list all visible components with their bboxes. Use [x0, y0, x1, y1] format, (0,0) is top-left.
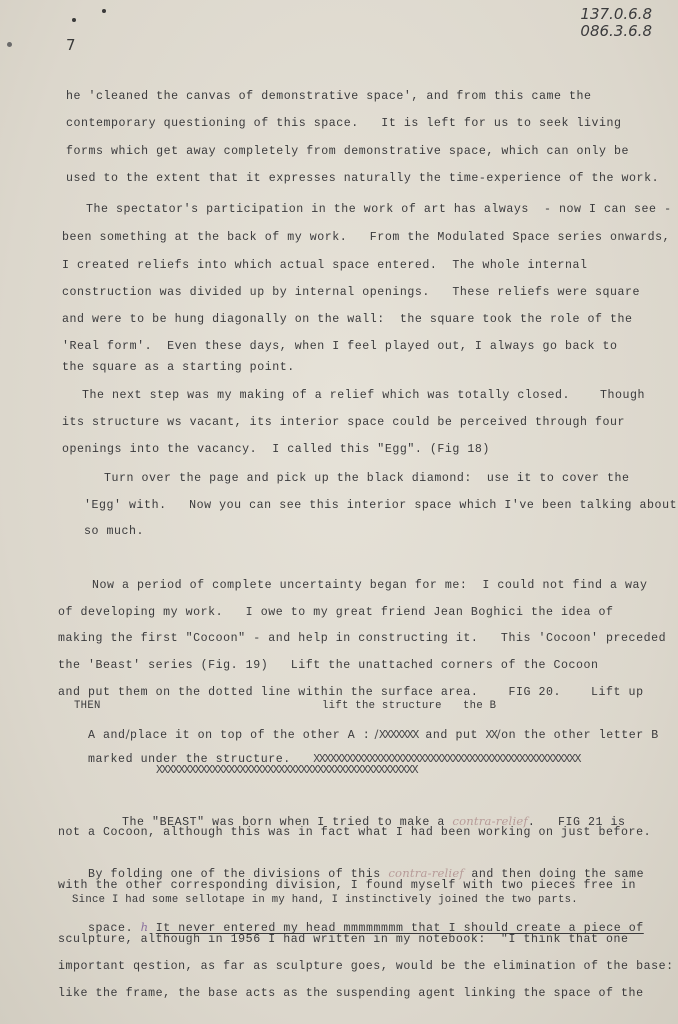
text-fragment: . FIG 21 is	[527, 816, 626, 829]
handwritten-annotation: contra-relief	[388, 866, 464, 880]
struck-out-text: XX	[485, 729, 497, 742]
handwritten-annotation: h	[140, 920, 149, 934]
insertion-mark: /	[125, 727, 131, 741]
catalog-number	[580, 6, 652, 40]
text-fragment: By folding one of the divisions of this	[88, 868, 381, 881]
ink-speck	[72, 18, 76, 22]
text-line: the 'Beast' series (Fig. 19) Lift the unattached corners of the Cocoon	[58, 659, 599, 672]
text-fragment: and then doing the same	[471, 868, 645, 881]
text-line: been something at the back of my work. From the Modulated Space series onwards,	[62, 231, 671, 244]
struck-out-text: XXXXXXXXXXXXXXXXXXXXXXXXXXXXXXXXXXXXXXXXXXXXXXXX	[313, 753, 581, 766]
text-fragment: marked under the structure.	[88, 753, 291, 766]
text-fragment: and put	[425, 729, 478, 742]
text-line: its structure ws vacant, its interior space could be perceived through four	[62, 416, 626, 429]
text-fragment: space.	[88, 922, 134, 935]
text-line: Now a period of complete uncertainty began for me: I could not find a way	[92, 579, 648, 592]
text-line: forms which get away completely from demonstrative space, which can only be	[66, 145, 630, 158]
text-fragment: The "BEAST" was born when I tried to make a	[122, 816, 445, 829]
text-line: with the other corresponding division, I found myself with two pieces free in	[58, 879, 637, 892]
text-line: 'Egg' with. Now you can see this interior space which I've been talking about	[84, 499, 678, 512]
insertion-mark: /	[496, 727, 502, 741]
insertion-mark: /	[370, 727, 379, 741]
text-line: not a Cocoon, although this was in fact what I had been working on just before.	[58, 826, 652, 839]
text-line: The next step was my making of a relief which was totally closed. Though	[82, 389, 646, 402]
text-line: and put them on the dotted line within the surface area. FIG 20. Lift up	[58, 686, 644, 699]
underlined-text: It never entered my head mmmmmmmm that I should create a piece of	[155, 922, 644, 935]
text-line: construction was divided up by internal openings. These reliefs were square	[62, 286, 641, 299]
handwritten-annotation: contra-relief	[452, 814, 528, 828]
inserted-text-line: Since I had some sellotape in my hand, I instinctively joined the two parts.	[72, 894, 578, 906]
text-line: sculpture, although in 1956 I had written in my notebook: "I think that one	[58, 933, 629, 946]
page-number: 7	[66, 36, 76, 54]
text-line: I created reliefs into which actual space entered. The whole internal	[62, 259, 588, 272]
text-line: like the frame, the base acts as the suspending agent linking the space of the	[58, 987, 644, 1000]
text-line: The spectator's participation in the work of art has always - now I can see -	[86, 203, 672, 216]
ink-speck	[102, 9, 106, 13]
text-line: contemporary questioning of this space. It is left for us to seek living	[66, 117, 622, 130]
text-fragment: A and	[88, 729, 126, 742]
insertion-then: THEN	[74, 700, 101, 712]
text-line: openings into the vacancy. I called this "Egg". (Fig 18)	[62, 443, 490, 456]
text-line: the square as a starting point.	[62, 361, 295, 374]
text-line: so much.	[84, 525, 145, 538]
ink-speck	[7, 42, 12, 47]
text-line: he 'cleaned the canvas of demonstrative space', and from this came the	[66, 90, 592, 103]
text-fragment: on the other letter B	[501, 729, 659, 742]
text-fragment: place it on top of the other A :	[130, 729, 371, 742]
text-line: Turn over the page and pick up the black diamond: use it to cover the	[104, 472, 630, 485]
text-line: important qestion, as far as sculpture goes, would be the elimination of the base:	[58, 960, 674, 973]
text-line: making the first "Cocoon" - and help in constructing it. This 'Cocoon' preceded	[58, 632, 667, 645]
insertion-lift-structure: lift the structure	[322, 700, 442, 712]
text-line: used to the extent that it expresses naturally the time-experience of the work.	[66, 172, 660, 185]
catalog-line-1: 137.0.6.8	[580, 5, 652, 23]
insertion-the-b: the B	[463, 700, 497, 712]
text-line: of developing my work. I owe to my great friend Jean Boghici the idea of	[58, 606, 614, 619]
text-line: 'Real form'. Even these days, when I feel played out, I always go back to	[62, 340, 618, 353]
catalog-line-2: 086.3.6.8	[580, 22, 652, 40]
text-line: and were to be hung diagonally on the wall: the square took the role of the	[62, 313, 633, 326]
struck-out-line: XXXXXXXXXXXXXXXXXXXXXXXXXXXXXXXXXXXXXXXXXXXXXXX	[156, 764, 418, 777]
struck-out-text: XXXXXXX	[379, 729, 418, 742]
